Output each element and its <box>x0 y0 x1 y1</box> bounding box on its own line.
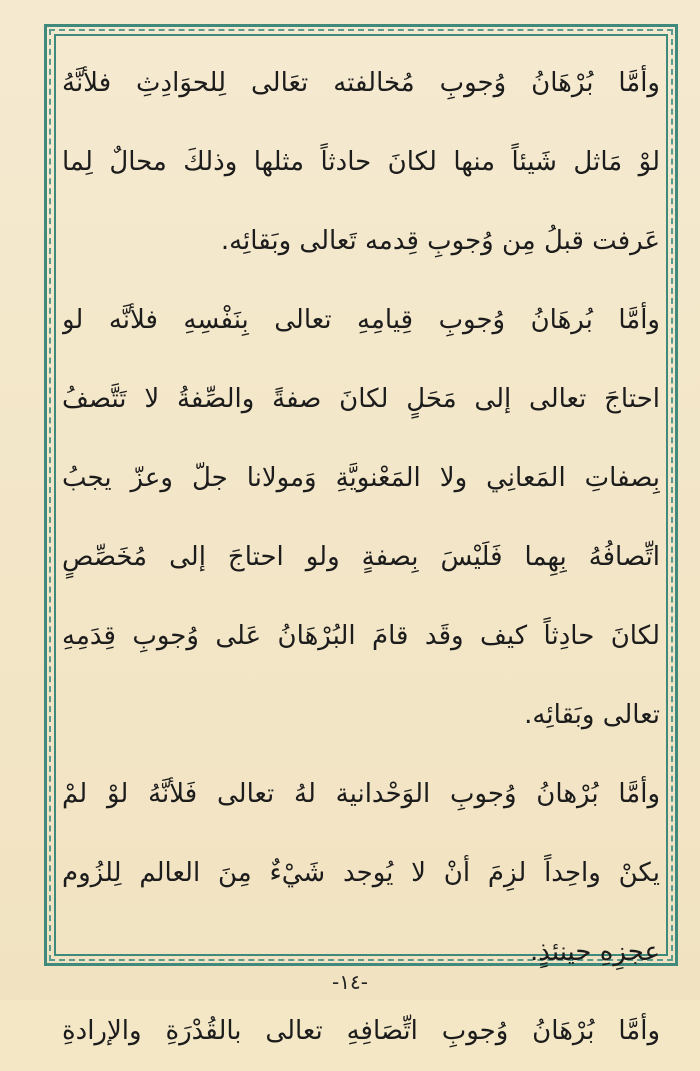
text-line: بِصفاتِ المَعانِي ولا المَعْنويَّةِ وَمولانا جلّ وعزّ يجبُ <box>62 463 660 493</box>
body-text <box>62 44 660 1071</box>
text-line: لوْ مَاثل شَيئاً منها لكانَ حادثاً مثلها وذلكَ محالٌ لِما <box>62 147 660 177</box>
text-line: عجزِهِ حينئذٍ. <box>529 937 660 967</box>
text-line: اتِّصافُهُ بِهِما فَلَيْسَ بِصفةٍ ولو احتاجَ إلى مُخَصِّصٍ <box>62 542 660 572</box>
text-line: تعالى وبَقائِه. <box>524 700 660 730</box>
text-line: عَرفت قبلُ مِن وُجوبِ قِدمه تَعالى وبَقائِه. <box>220 226 660 256</box>
text-line: وأمَّا بُرهَانُ وُجوبِ قِيامِهِ تعالى بِنَفْسِهِ فلأنَّه لو <box>62 305 660 335</box>
text-line: يكنْ واحِداً لزِمَ أنْ لا يُوجد شَيْءٌ مِنَ العالم لِلزُوم <box>62 858 660 888</box>
text-line: وأمَّا بُرْهانُ وُجوبِ الوَحْدانية لهُ تعالى فَلأنَّهُ لوْ لمْ <box>62 779 660 809</box>
text-line: لكانَ حادِثاً كيف وقَد قامَ البُرْهَانُ عَلى وُجوبِ قِدَمِهِ <box>62 621 660 651</box>
text-line: وأمَّا بُرْهَانُ وُجوبِ مُخالفته تعَالى لِلحوَادِثِ فلأنَّهُ <box>62 68 660 98</box>
text-line: احتاجَ تعالى إلى مَحَلٍ لكانَ صفةً والصِّفةُ لا تَتَّصفُ <box>62 384 660 414</box>
page-number: -١٤- <box>332 970 368 994</box>
text-line: وأمَّا بُرْهَانُ وُجوبِ اتِّصَافِهِ تعالى بالقُدْرَةِ والإرادةِ <box>62 1016 660 1046</box>
